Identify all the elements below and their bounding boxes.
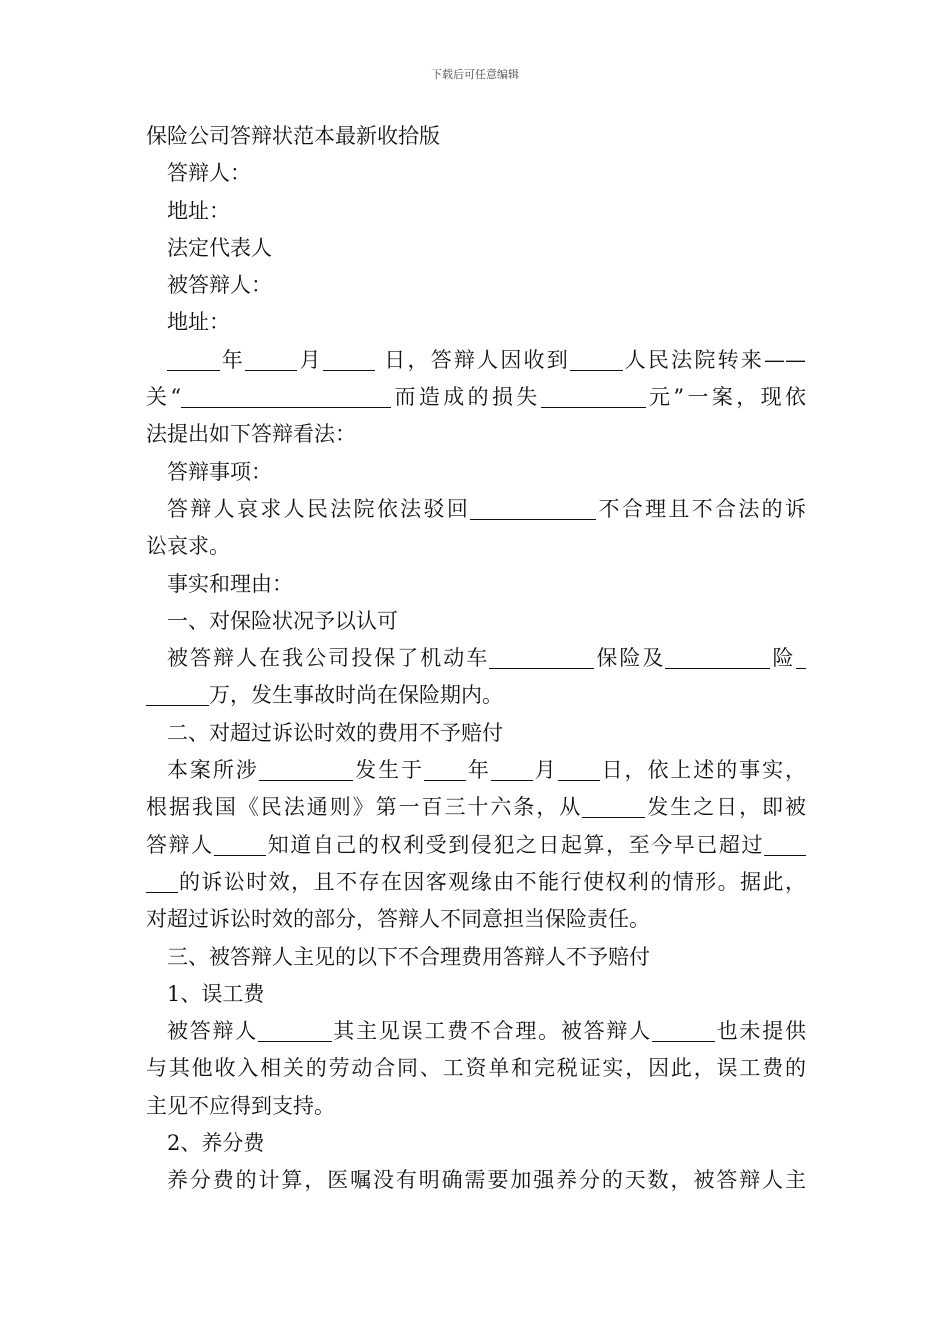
text-line: 主见不应得到支持。 — [146, 1093, 335, 1118]
fill-in-blank — [796, 646, 807, 669]
text-line: 万，发生事故时尚在保险期内。 — [146, 677, 806, 714]
fill-in-blank — [489, 646, 594, 669]
fill-in-blank — [764, 833, 806, 856]
text-line: 答辩人： — [167, 161, 251, 186]
page-header: 下载后可任意编辑 — [431, 68, 519, 81]
document-body — [146, 118, 806, 1200]
fill-in-blank — [652, 1019, 715, 1042]
text-line: 1、误工费 — [167, 981, 265, 1006]
fill-in-blank — [665, 646, 770, 669]
text-line: 三、被答辩人主见的以下不合理费用答辩人不予赔付 — [167, 944, 650, 969]
fill-in-blank — [181, 385, 391, 408]
text-line: 的诉讼时效，且不存在因客观缘由不能行使权利的情形。据此， — [146, 864, 806, 901]
fill-in-blank — [541, 385, 646, 408]
fill-in-blank — [214, 833, 267, 856]
fill-in-blank — [167, 348, 220, 371]
fill-in-blank — [245, 348, 298, 371]
text-line: 二、对超过诉讼时效的费用不予赔付 — [167, 720, 503, 745]
text-line: 地址： — [167, 198, 230, 223]
text-line: 答辩人哀求人民法院依法驳回 不合理且不合法的诉 — [167, 496, 807, 521]
fill-in-blank — [424, 758, 466, 781]
fill-in-blank — [558, 758, 600, 781]
text-line: 一、对保险状况予以认可 — [167, 608, 398, 633]
fill-in-blank — [323, 348, 376, 371]
fill-in-blank — [582, 795, 645, 818]
text-line: 被答辩人 其主见误工费不合理。被答辩人 也未提供 — [167, 1019, 807, 1044]
text-line: 2、养分费 — [167, 1131, 265, 1156]
text-line: 事实和理由： — [167, 571, 293, 596]
text-line: 年 月 日，答辩人因收到 人民法院转来—— — [146, 342, 806, 379]
fill-in-blank — [258, 1019, 332, 1042]
fill-in-blank — [146, 683, 209, 706]
text-line: 法定代表人 — [167, 235, 272, 260]
text-line: 地址： — [167, 310, 230, 335]
text-line: 答辩事项： — [167, 459, 272, 484]
fill-in-blank — [570, 348, 623, 371]
text-line: 养分费的计算，医嘱没有明确需要加强养分的天数，被答辩人主 — [167, 1168, 806, 1193]
fill-in-blank — [259, 758, 354, 781]
text-line: 关“ 而造成的损失 元”一案，现依 — [146, 385, 806, 410]
text-line: 与其他收入相关的劳动合同、工资单和完税证实，因此，误工费的 — [146, 1056, 806, 1081]
fill-in-blank — [470, 497, 596, 520]
text-line: 被答辩人： — [167, 273, 272, 298]
fill-in-blank — [146, 870, 178, 893]
text-line: 讼哀求。 — [146, 534, 230, 559]
text-line: 答辩人 知道自己的权利受到侵犯之日起算，至今早已超过 — [146, 827, 806, 864]
fill-in-blank — [491, 758, 533, 781]
text-line: 本案所涉 发生于 年 月 日，依上述的事实， — [167, 758, 807, 783]
text-line: 保险公司答辩状范本最新收拾版 — [146, 124, 440, 148]
text-line: 法提出如下答辩看法： — [146, 422, 356, 447]
text-line: 被答辩人在我公司投保了机动车 保险及 险 — [146, 640, 806, 677]
text-line: 根据我国《民法通则》第一百三十六条，从 发生之日，即被 — [146, 795, 807, 820]
text-line: 对超过诉讼时效的部分，答辩人不同意担当保险责任。 — [146, 907, 650, 932]
